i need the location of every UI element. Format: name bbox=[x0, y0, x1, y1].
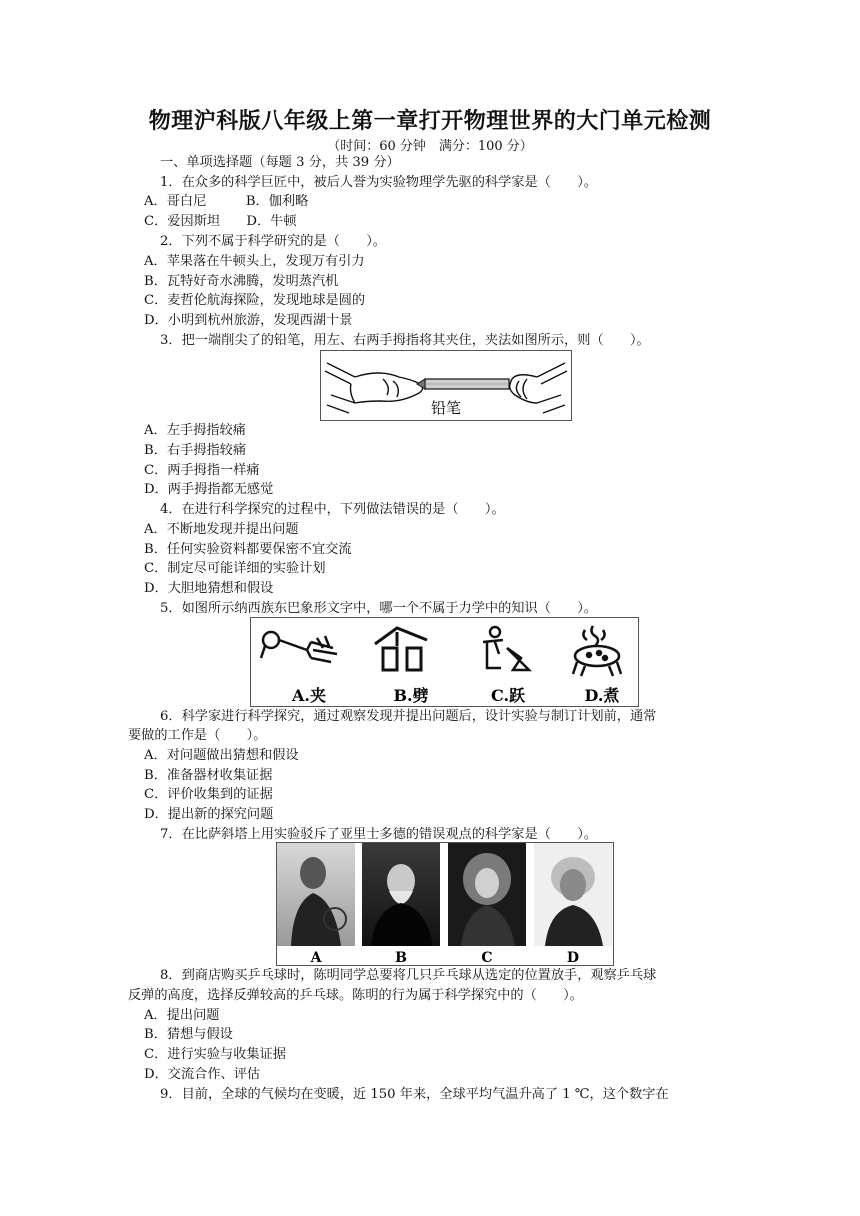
question-6-option: B．准备器材收集证据 bbox=[144, 768, 273, 783]
portrait-c bbox=[448, 843, 526, 946]
question-2-option: A．苹果落在牛顿头上，发现万有引力 bbox=[144, 254, 365, 269]
exam-info: （时间：60 分钟 满分：100 分） bbox=[327, 139, 533, 154]
question-1-options-row: A．哥白尼 B．伽利略 bbox=[144, 194, 309, 209]
question-8-option: A．提出问题 bbox=[144, 1008, 220, 1023]
pencil-figure bbox=[320, 350, 572, 421]
question-6-stem: 6．科学家进行科学探究，通过观察发现并提出问题后，设计实验与制订计划前，通常 bbox=[160, 709, 657, 724]
question-2-option: B．瓦特好奇水沸腾，发明蒸汽机 bbox=[144, 274, 339, 289]
portrait-a bbox=[277, 843, 355, 946]
glyph-label-a: A.夹 bbox=[292, 686, 326, 705]
glyph-a-drawing bbox=[261, 632, 337, 662]
question-1-stem: 1．在众多的科学巨匠中，被后人誉为实验物理学先驱的科学家是（ ）。 bbox=[160, 175, 597, 190]
question-2-option: C．麦哲伦航海探险，发现地球是圆的 bbox=[144, 293, 366, 308]
question-3-option: A．左手拇指较痛 bbox=[144, 423, 246, 438]
question-1-options-row: C．爱因斯坦 D．牛顿 bbox=[144, 214, 297, 229]
question-9-stem: 9．目前，全球的气候均在变暖，近 150 年来，全球平均气温升高了 1 ℃，这个数字在 bbox=[160, 1087, 669, 1102]
portrait-b bbox=[362, 843, 440, 946]
question-3-option: C．两手拇指一样痛 bbox=[144, 463, 260, 478]
glyph-label-c: C.跃 bbox=[490, 686, 526, 705]
question-8-option: C．进行实验与收集证据 bbox=[144, 1047, 286, 1062]
scientist-portraits-figure bbox=[276, 842, 614, 966]
question-3-stem: 3．把一端削尖了的铅笔，用左、右两手拇指将其夹住，夹法如图所示，则（ ）。 bbox=[160, 333, 650, 348]
question-7-stem: 7．在比萨斜塔上用实验驳斥了亚里士多德的错误观点的科学家是（ ）。 bbox=[160, 827, 597, 842]
question-6-option: D．提出新的探究问题 bbox=[144, 807, 274, 822]
question-8-option: B．猜想与假设 bbox=[144, 1027, 233, 1042]
glyph-b-drawing bbox=[375, 628, 427, 670]
question-8-stem: 8．到商店购买乒乓球时，陈明同学总要将几只乒乓球从选定的位置放手，观察乒乓球 bbox=[160, 968, 657, 983]
portrait-label-c: C bbox=[481, 950, 493, 965]
portrait-label-a: A bbox=[310, 950, 322, 965]
question-4-option: D．大胆地猜想和假设 bbox=[144, 581, 274, 596]
question-4-option: C．制定尽可能详细的实验计划 bbox=[144, 561, 326, 576]
portrait-label-b: B bbox=[395, 950, 407, 965]
page-title: 物理沪科版八年级上第一章打开物理世界的大门单元检测 bbox=[148, 108, 712, 134]
question-3-option: B．右手拇指较痛 bbox=[144, 443, 247, 458]
right-hand-drawing bbox=[510, 363, 567, 413]
question-5-stem: 5．如图所示纳西族东巴象形文字中，哪一个不属于力学中的知识（ ）。 bbox=[160, 601, 597, 616]
glyph-label-b: B.劈 bbox=[393, 686, 429, 705]
question-4-stem: 4．在进行科学探究的过程中，下列做法错误的是（ ）。 bbox=[160, 502, 505, 517]
question-2-option: D．小明到杭州旅游，发现西湖十景 bbox=[144, 313, 353, 328]
question-4-option: B．任何实验资料都要保密不宜交流 bbox=[144, 542, 352, 557]
question-8-option: D．交流合作、评估 bbox=[144, 1067, 261, 1082]
question-8-stem-continued: 反弹的高度，选择反弹较高的乒乓球。陈明的行为属于科学探究中的（ ）。 bbox=[128, 988, 583, 1003]
glyph-c-drawing bbox=[483, 627, 529, 670]
portrait-label-d: D bbox=[566, 950, 580, 965]
pencil-drawing bbox=[417, 379, 509, 389]
glyph-label-d: D.煮 bbox=[584, 686, 620, 705]
pencil-figure-label: 铅笔 bbox=[430, 399, 462, 417]
question-6-option: A．对问题做出猜想和假设 bbox=[144, 748, 299, 763]
dongba-glyph-figure bbox=[250, 617, 639, 707]
left-hand-drawing bbox=[325, 363, 423, 413]
question-6-stem-continued: 要做的工作是（ ）。 bbox=[128, 728, 267, 743]
section-heading: 一、单项选择题（每题 3 分，共 39 分） bbox=[160, 155, 400, 170]
question-4-option: A．不断地发现并提出问题 bbox=[144, 522, 299, 537]
portrait-d bbox=[534, 843, 612, 946]
question-6-option: C．评价收集到的证据 bbox=[144, 787, 273, 802]
glyph-d-drawing bbox=[573, 626, 621, 676]
question-2-stem: 2．下列不属于科学研究的是（ ）。 bbox=[160, 234, 386, 249]
question-3-option: D．两手拇指都无感觉 bbox=[144, 482, 274, 497]
